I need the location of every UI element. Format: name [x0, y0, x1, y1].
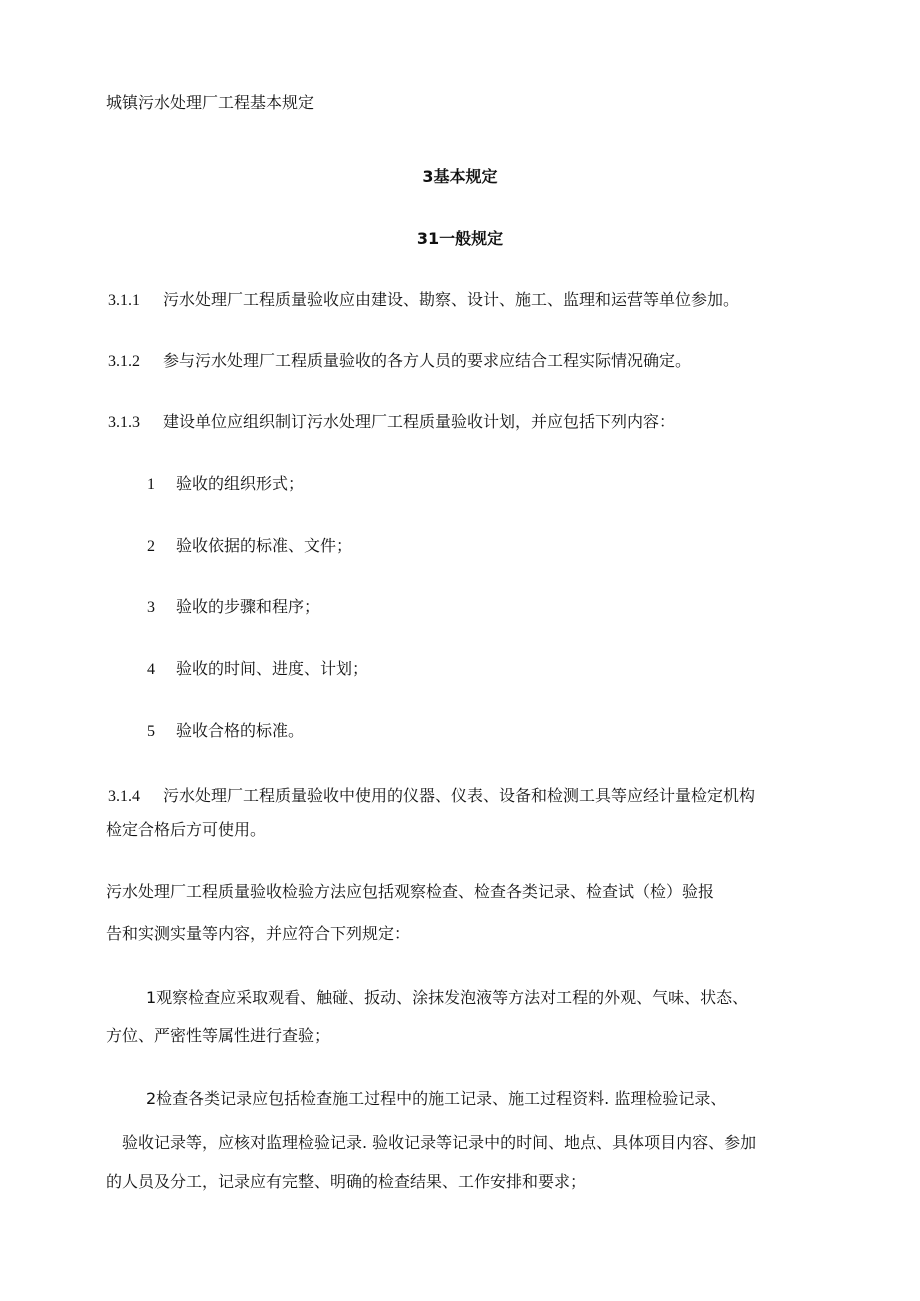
clause-text: 污水处理厂工程质量验收中使用的仪器、仪表、设备和检测工具等应经计量检定机构 — [163, 786, 756, 805]
section-title: 31一般规定 — [416, 229, 504, 248]
list-item-text: 验收合格的标准。 — [176, 721, 305, 740]
list-item-text: 验收依据的标准、文件； — [176, 536, 353, 555]
list-item-number: 4 — [147, 661, 155, 678]
doc-title: 城镇污水处理厂工程基本规定 — [106, 93, 315, 112]
list-item — [147, 719, 304, 744]
clause-text: 建设单位应组织制订污水处理厂工程质量验收计划，并应包括下列内容： — [163, 412, 676, 431]
chapter-title: 3基本规定 — [422, 167, 498, 186]
clause-3-1-4 — [108, 784, 755, 809]
methods-paragraph-line: 告和实测实量等内容，并应符合下列规定： — [106, 924, 411, 943]
list-item-text: 验收的时间、进度、计划； — [176, 659, 369, 678]
clause-number: 3.1.4 — [108, 788, 140, 805]
clause-3-1-4-continuation: 检定合格后方可使用。 — [106, 820, 267, 839]
clause-text: 污水处理厂工程质量验收应由建设、勘察、设计、施工、监理和运营等单位参加。 — [163, 290, 740, 309]
records-paragraph-line: 2检查各类记录应包括检查施工过程中的施工记录、施工过程资料. 监理检验记录、 — [146, 1089, 727, 1108]
observe-paragraph-line: 1观察检查应采取观看、触碰、扳动、涂抹发泡液等方法对工程的外观、气味、状态、 — [146, 988, 749, 1007]
list-item-number: 1 — [147, 476, 155, 493]
clause-3-1-1 — [108, 288, 739, 313]
clause-number: 3.1.2 — [108, 353, 140, 370]
clause-number: 3.1.1 — [108, 292, 140, 309]
list-item-number: 3 — [147, 599, 155, 616]
list-item — [147, 534, 352, 559]
clause-3-1-2 — [108, 349, 691, 374]
list-item-number: 2 — [147, 538, 155, 555]
clause-text: 参与污水处理厂工程质量验收的各方人员的要求应结合工程实际情况确定。 — [163, 351, 692, 370]
records-paragraph-line: 验收记录等，应核对监理检验记录. 验收记录等记录中的时间、地点、具体项目内容、参加 — [122, 1133, 757, 1152]
list-item-number: 5 — [147, 723, 155, 740]
list-item — [147, 472, 304, 497]
list-item — [147, 595, 320, 620]
clause-3-1-3 — [108, 410, 675, 435]
records-paragraph-line: 的人员及分工，记录应有完整、明确的检查结果、工作安排和要求； — [106, 1172, 587, 1191]
list-item-text: 验收的组织形式； — [176, 474, 305, 493]
clause-number: 3.1.3 — [108, 414, 140, 431]
list-item — [147, 657, 368, 682]
observe-paragraph-line: 方位、严密性等属性进行查验； — [106, 1026, 331, 1045]
methods-paragraph-line: 污水处理厂工程质量验收检验方法应包括观察检查、检查各类记录、检查试（检）验报 — [106, 882, 715, 901]
list-item-text: 验收的步骤和程序； — [176, 597, 321, 616]
